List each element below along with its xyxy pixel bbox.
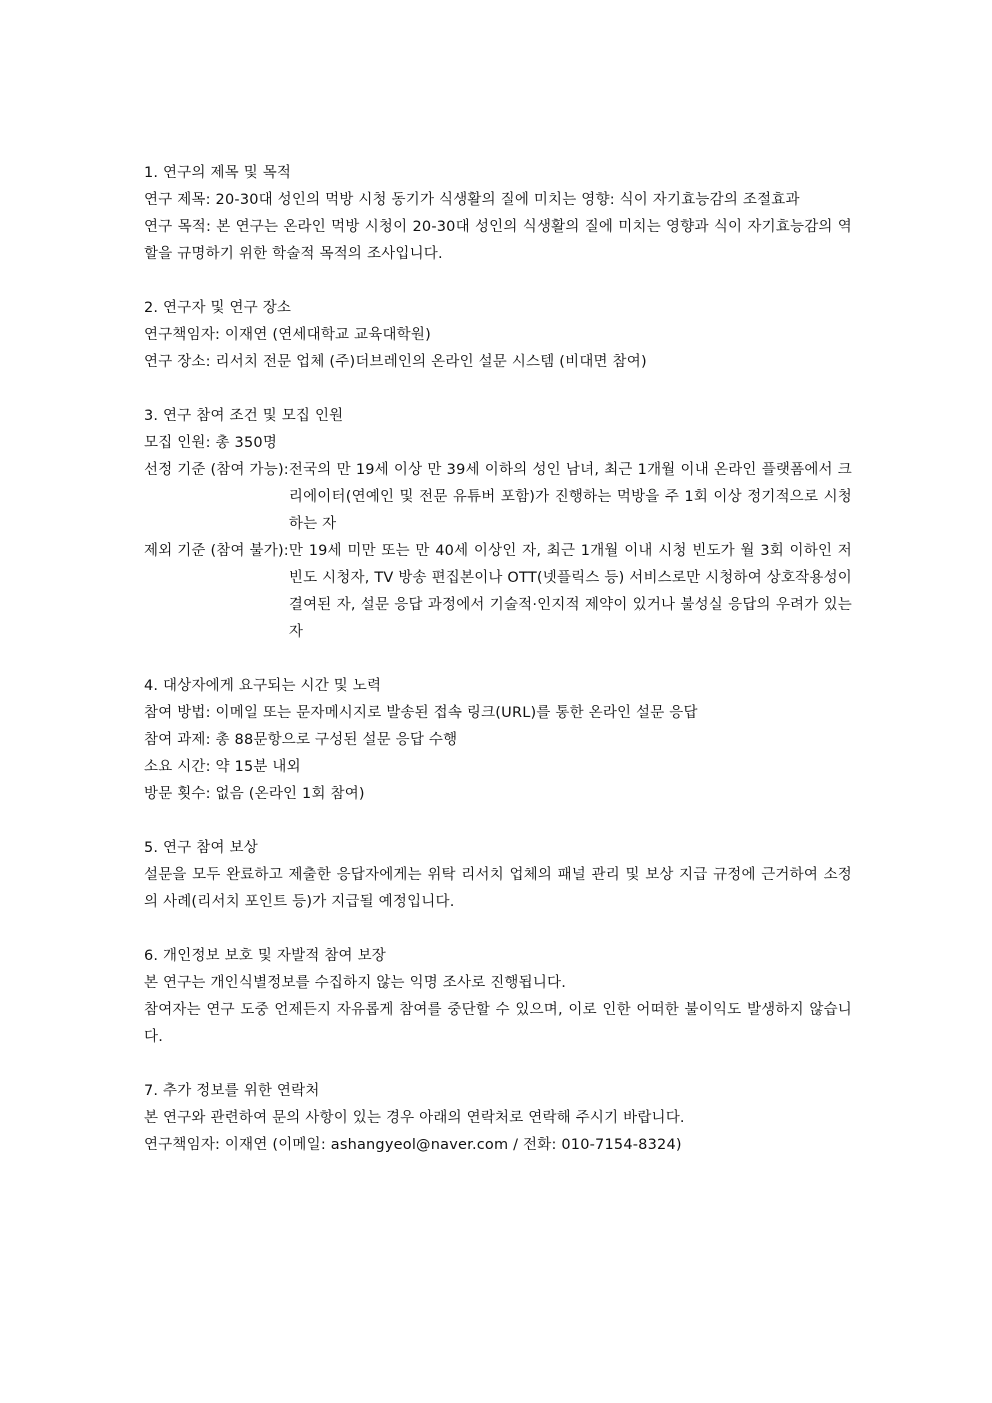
section-heading: 2. 연구자 및 연구 장소 <box>144 300 292 316</box>
participation-task: 참여 과제: 총 88문항으로 구성된 설문 응답 수행 <box>144 732 458 748</box>
contact-details: 연구책임자: 이재연 (이메일: ashangyeol@naver.com / 전화: 010-7154-8324) <box>144 1137 682 1153</box>
inclusion-criteria <box>144 457 852 538</box>
section-heading: 6. 개인정보 보호 및 자발적 참여 보장 <box>144 948 386 964</box>
voluntary-text: 참여자는 연구 도중 언제든지 자유롭게 참여를 중단할 수 있으며, 이로 인한 어떠한 불이익도 발생하지 않습니다. <box>144 1002 852 1045</box>
contact-intro: 본 연구와 관련하여 문의 사항이 있는 경우 아래의 연락처로 연락해 주시기 바랍니다. <box>144 1110 685 1126</box>
section-heading: 7. 추가 정보를 위한 연락처 <box>144 1083 320 1099</box>
anonymity-text: 본 연구는 개인식별정보를 수집하지 않는 익명 조사로 진행됩니다. <box>144 975 567 991</box>
section-contact <box>144 1078 852 1159</box>
research-title: 연구 제목: 20-30대 성인의 먹방 시청 동기가 식생활의 질에 미치는 영향: 식이 자기효능감의 조절효과 <box>144 192 800 208</box>
exclusion-criteria <box>144 538 852 646</box>
compensation-text: 설문을 모두 완료하고 제출한 응답자에게는 위탁 리서치 업체의 패널 관리 및 보상 지급 규정에 근거하여 소정의 사례(리서치 포인트 등)가 지급될 예정입니다. <box>144 867 852 910</box>
section-heading: 3. 연구 참여 조건 및 모집 인원 <box>144 408 344 424</box>
research-purpose: 연구 목적: 본 연구는 온라인 먹방 시청이 20-30대 성인의 식생활의 질에 미치는 영향과 식이 자기효능감의 역할을 규명하기 위한 학술적 목적의 조사입니다. <box>144 219 852 262</box>
participation-method: 참여 방법: 이메일 또는 문자메시지로 발송된 접속 링크(URL)를 통한 온라인 설문 응답 <box>144 705 698 721</box>
principal-investigator: 연구책임자: 이재연 (연세대학교 교육대학원) <box>144 327 431 343</box>
section-compensation <box>144 835 852 916</box>
section-eligibility <box>144 403 852 646</box>
visit-count: 방문 횟수: 없음 (온라인 1회 참여) <box>144 786 365 802</box>
time-required: 소요 시간: 약 15분 내외 <box>144 759 301 775</box>
document-page <box>144 160 852 1186</box>
section-time-effort <box>144 673 852 808</box>
exclusion-label: 제외 기준 (참여 불가): <box>144 543 289 559</box>
exclusion-value: 만 19세 미만 또는 만 40세 이상인 자, 최근 1개월 이내 시청 빈도가 월 3회 이하인 저빈도 시청자, TV 방송 편집본이나 OTT(넷플릭스 등) 서비스로만 시청하여 상호작용성이 결여된 자, 설문 응답 과정에서 기술적·인지적 제약이 있거나 불성실 응답의 우려가 있는 자 <box>288 543 852 640</box>
research-location: 연구 장소: 리서치 전문 업체 (주)더브레인의 온라인 설문 시스템 (비대면 참여) <box>144 354 647 370</box>
section-privacy <box>144 943 852 1051</box>
section-heading: 1. 연구의 제목 및 목적 <box>144 165 292 181</box>
inclusion-value: 전국의 만 19세 이상 만 39세 이하의 성인 남녀, 최근 1개월 이내 온라인 플랫폼에서 크리에이터(연예인 및 전문 유튜버 포함)가 진행하는 먹방을 주 1회 이상 정기적으로 시청하는 자 <box>288 462 852 532</box>
section-researcher-location <box>144 295 852 376</box>
recruitment-count: 모집 인원: 총 350명 <box>144 435 278 451</box>
section-heading: 5. 연구 참여 보상 <box>144 840 258 856</box>
section-research-title-purpose <box>144 160 852 268</box>
inclusion-label: 선정 기준 (참여 가능): <box>144 462 289 478</box>
section-heading: 4. 대상자에게 요구되는 시간 및 노력 <box>144 678 382 694</box>
